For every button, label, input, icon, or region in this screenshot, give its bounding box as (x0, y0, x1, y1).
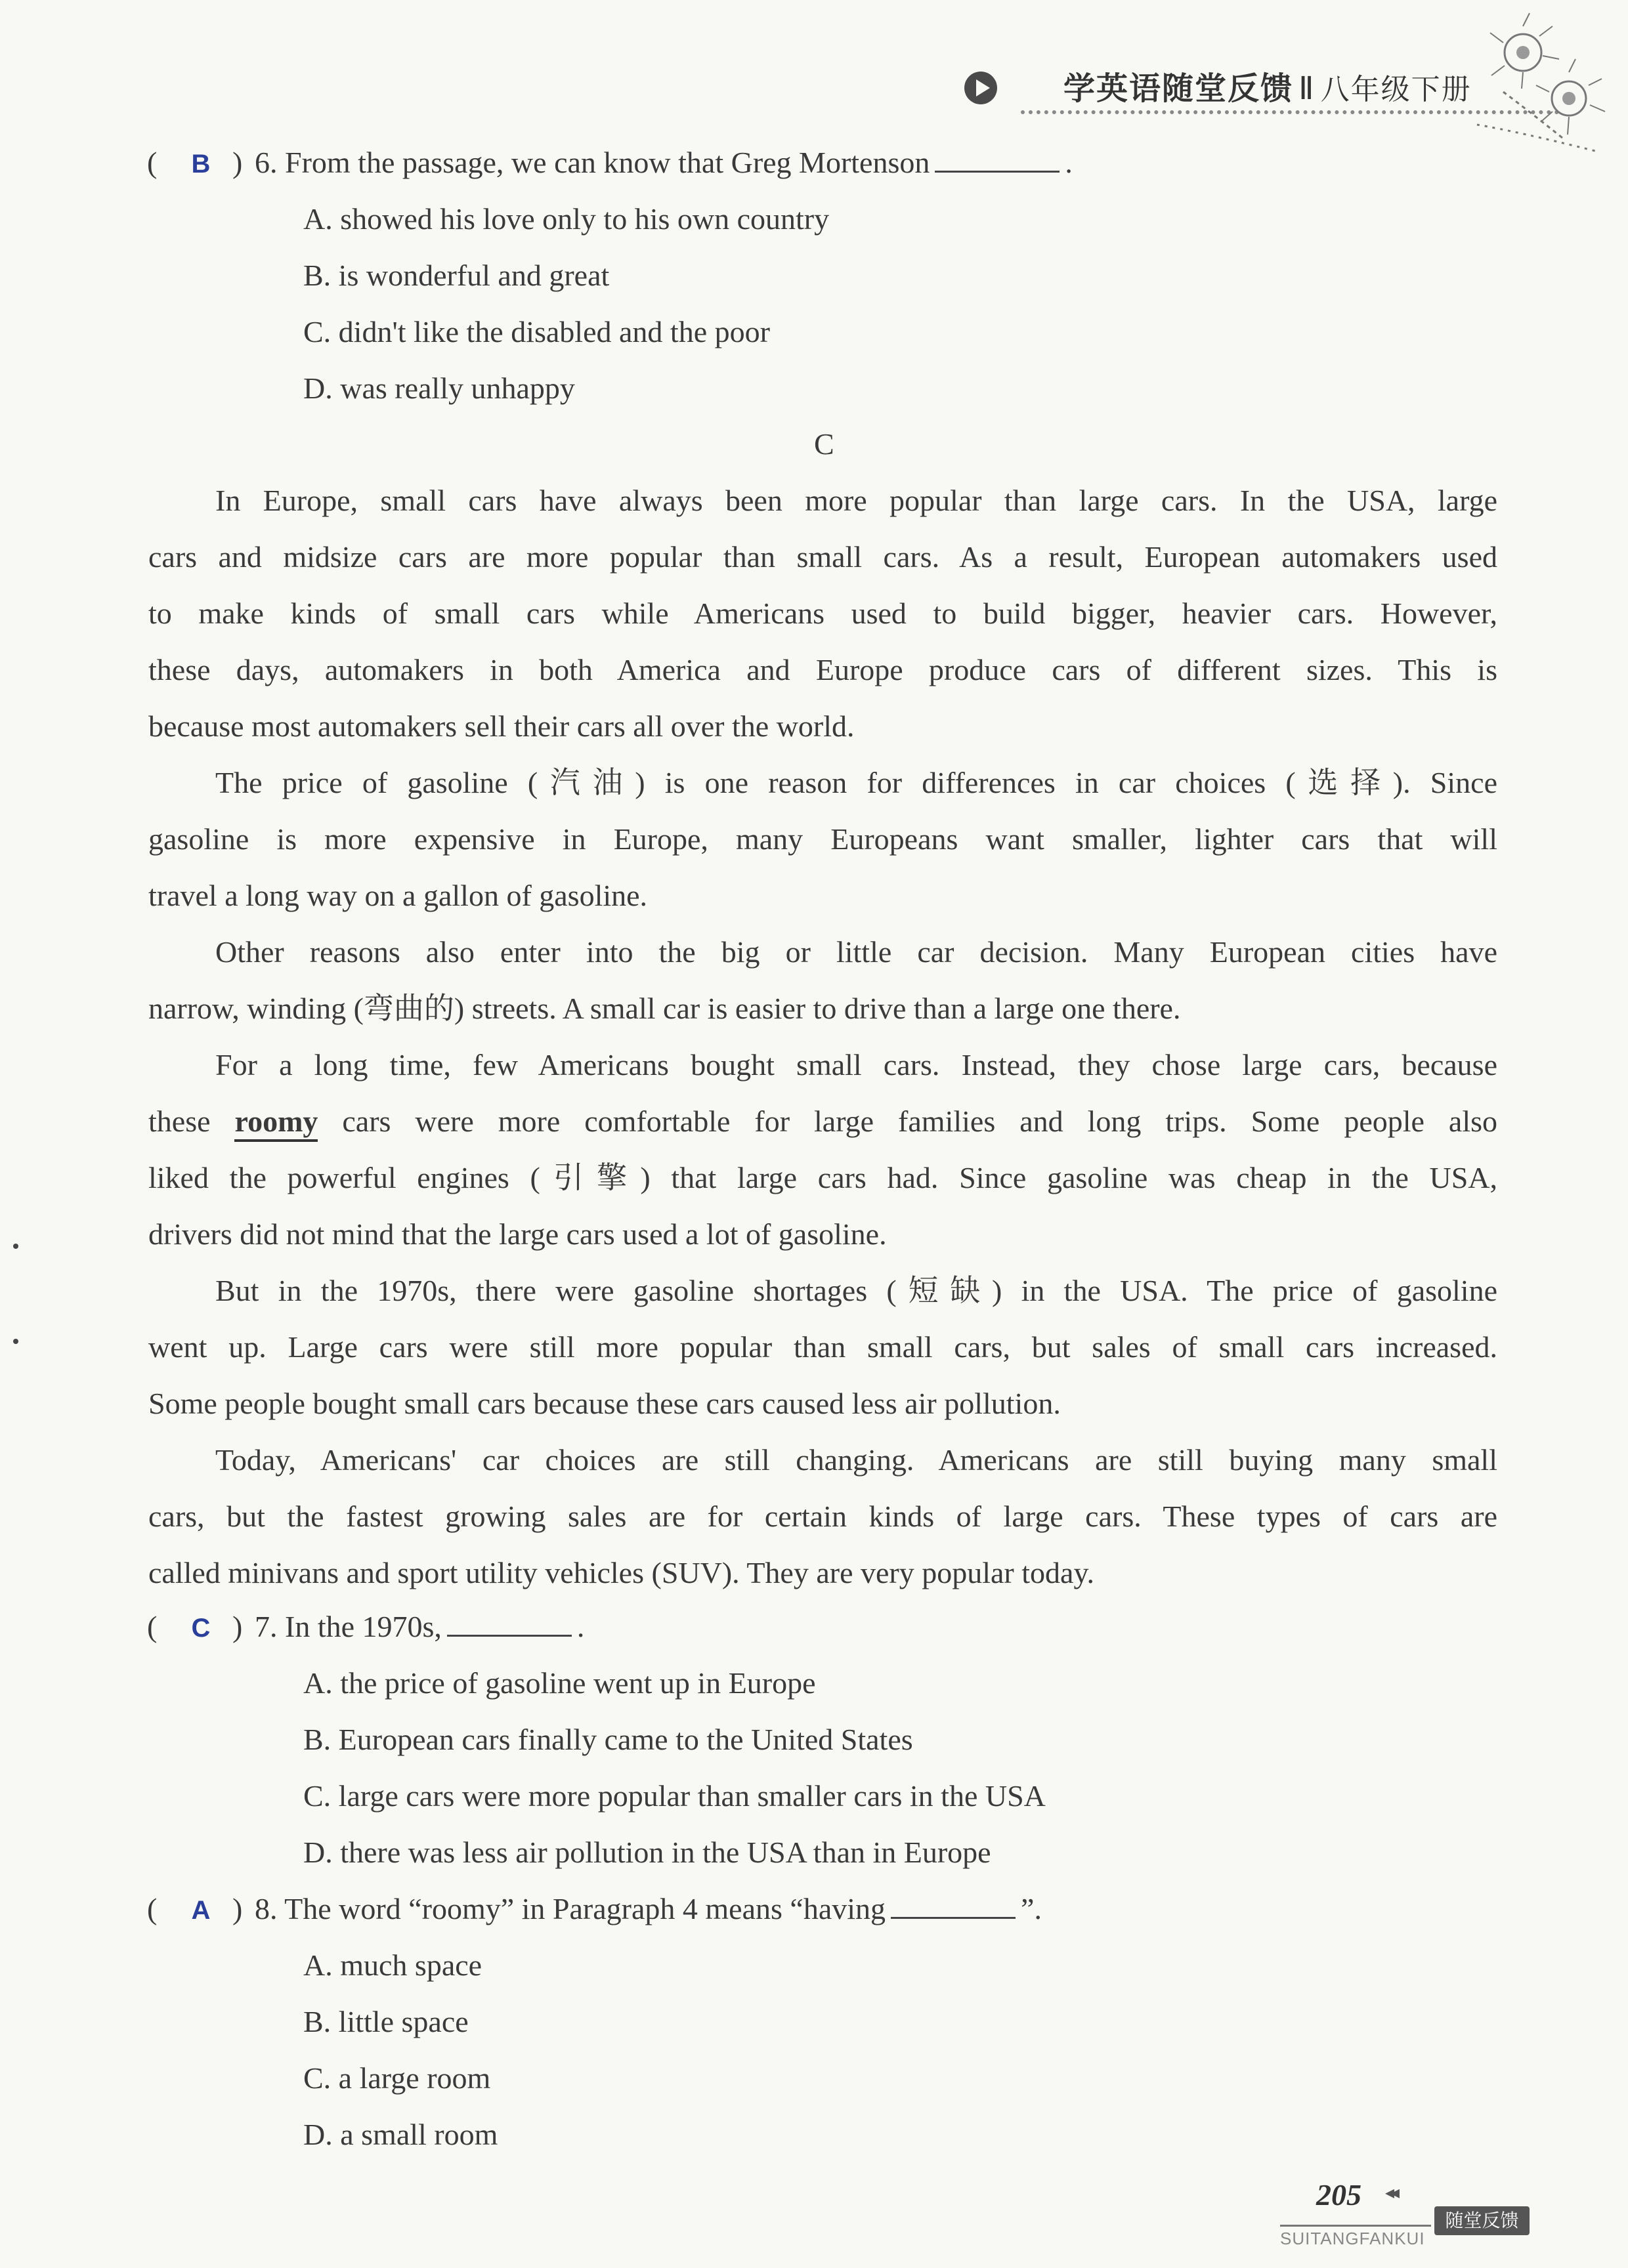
answer-blank (891, 1891, 1016, 1919)
paragraph-6-line: called minivans and sport utility vehicles (SUV). They are very popular today. (148, 1556, 1094, 1589)
margin-dot (13, 1339, 18, 1344)
answer-mark: B (191, 150, 211, 178)
option-c: C. large cars were more popular than smaller cars in the USA (303, 1779, 1046, 1813)
question-6 (0, 135, 1628, 417)
paragraph-2-line: travel a long way on a gallon of gasoline. (148, 879, 648, 912)
answer-blank (447, 1608, 572, 1637)
paragraph-3-line: narrow, winding (弯曲的) streets. A small car is easier to drive than a large one there. (148, 992, 1181, 1025)
option-d: D. a small room (303, 2118, 498, 2151)
page-number: 205 (1316, 2178, 1361, 2212)
paragraph-2-line: The price of gasoline (汽油) is one reason for differences in car choices (选择). Since (215, 766, 1497, 799)
reading-passage (0, 472, 1628, 1595)
paragraph-2-line: gasoline is more expensive in Europe, many Europeans want smaller, lighter cars that will (148, 822, 1497, 856)
footer-badge: 随堂反馈 (1434, 2206, 1530, 2235)
option-d: D. was really unhappy (303, 371, 575, 405)
paragraph-5-line: went up. Large cars were still more popular than small cars, but sales of small cars increased. (148, 1330, 1497, 1364)
paragraph-5-line: But in the 1970s, there were gasoline shortages (短缺) in the USA. The price of gasoline (215, 1274, 1497, 1307)
footer-pinyin: SUITANGFANKUI (1280, 2229, 1425, 2248)
paragraph-5-line: Some people bought small cars because these cars caused less air pollution. (148, 1387, 1061, 1420)
question-8 (0, 1881, 1628, 2163)
option-c: C. didn't like the disabled and the poor (303, 315, 770, 348)
paragraph-1-line: In Europe, small cars have always been more popular than large cars. In the USA, large (215, 484, 1497, 517)
paragraph-1-line: because most automakers sell their cars all over the world. (148, 709, 855, 743)
paragraph-1-line: cars and midsize cars are more popular than small cars. As a result, European automakers used (148, 540, 1497, 574)
question-stem: ( A ) 8. The word “roomy” in Paragraph 4 means “having ”. (147, 1881, 1042, 1939)
option-a: A. showed his love only to his own country (303, 202, 830, 236)
play-icon (964, 71, 998, 105)
option-d: D. there was less air pollution in the USA than in Europe (303, 1836, 991, 1869)
paragraph-4-line: drivers did not mind that the large cars used a lot of gasoline. (148, 1217, 887, 1251)
arrow-left-icon: ◂◂ (1385, 2183, 1396, 2203)
paragraph-4-line: these roomy cars were more comfortable for large families and long trips. Some people also (148, 1093, 1497, 1150)
option-b: B. European cars finally came to the United States (303, 1723, 913, 1756)
answer-mark: C (191, 1614, 211, 1643)
paragraph-6-line: Today, Americans' car choices are still changing. Americans are still buying many small (215, 1443, 1497, 1477)
highlighted-word: roomy (234, 1104, 318, 1142)
paragraph-6-line: cars, but the fastest growing sales are for certain kinds of large cars. These types of cars are (148, 1500, 1497, 1533)
page-header (0, 0, 1628, 131)
book-title: 学英语随堂反馈 Ⅱ 八年级下册 (1063, 70, 1472, 107)
footer-divider (1280, 2225, 1431, 2227)
paragraph-1-line: to make kinds of small cars while Americans used to build bigger, heavier cars. However, (148, 597, 1497, 630)
option-b: B. little space (303, 2005, 469, 2038)
section-heading (0, 416, 1628, 472)
margin-dot (13, 1244, 18, 1249)
question-stem: ( B ) 6. From the passage, we can know that Greg Mortenson . (147, 135, 1073, 192)
paragraph-4-line: liked the powerful engines (引擎) that large cars had. Since gasoline was cheap in the USA, (148, 1161, 1497, 1194)
section-letter: C (814, 427, 834, 461)
question-stem: ( C ) 7. In the 1970s, . (147, 1599, 584, 1656)
answer-blank (935, 144, 1060, 173)
answer-mark: A (191, 1896, 211, 1925)
option-c: C. a large room (303, 2061, 491, 2095)
paragraph-4-line: For a long time, few Americans bought small cars. Instead, they chose large cars, because (215, 1048, 1497, 1082)
paragraph-1-line: these days, automakers in both America and Europe produce cars of different sizes. This is (148, 653, 1497, 686)
option-b: B. is wonderful and great (303, 259, 610, 292)
option-a: A. much space (303, 1948, 482, 1982)
question-7 (0, 1599, 1628, 1881)
option-a: A. the price of gasoline went up in Europe (303, 1666, 816, 1700)
paragraph-3-line: Other reasons also enter into the big or little car decision. Many European cities have (215, 935, 1497, 969)
